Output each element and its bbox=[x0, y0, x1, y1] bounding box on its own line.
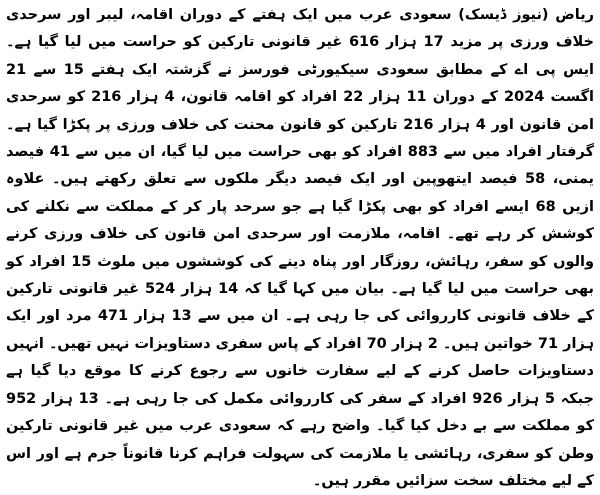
article-body: ریاض (نیوز ڈیسک) سعودی عرب میں ایک ہفتے کے دوران اقامہ، لیبر اور سرحدی خلاف ورزی پر مزید 17 ہزار 616 غیر قانونی تارکین کو حراست میں لیا گیا ہے۔ ایس پی اے کے مطابق سعودی سیکیورٹی فورسز نے گزشتہ ایک ہفتے 15 سے 21 اگست 2024 کے دوران 11 ہزار 22 افراد کو اقامہ قانون، 4 ہزار 216 کو سرحدی امن قانون اور 4 ہزار 216 تارکین کو قانون محنت کی خلاف ورزی پر پکڑا گیا ہے۔ گرفتار افراد میں سے 883 افراد کو بھی حراست میں لیا گیا، ان میں سے 41 فیصد یمنی، 58 فیصد ایتھوپین اور ایک فیصد دیگر ملکوں سے تعلق رکھتے ہیں۔ علاوہ ازیں 68 ایسے افراد کو بھی پکڑا گیا ہے جو سرحد پار کر کے مملکت سے نکلنے کی کوشش کر رہے تھے۔ اقامہ، ملازمت اور سرحدی امن قانون کی خلاف ورزی کرنے والوں کو سفر، رہائش، روزگار اور پناہ دینے کی کوششوں میں ملوث 15 افراد کو بھی حراست میں لیا گیا ہے۔ بیان میں کہا گیا کہ 14 ہزار 524 غیر قانونی تارکین کے خلاف قانونی کارروائی کی جا رہی ہے۔ ان میں سے 13 ہزار 471 مرد اور ایک ہزار 71 خواتین ہیں۔ 2 ہزار 70 افراد کے پاس سفری دستاویزات نہیں تھیں۔ انہیں دستاویزات حاصل کرنے کے لیے سفارت خانوں سے رجوع کرنے کا موقع دیا گیا ہے جبکہ 5 ہزار 926 افراد کے سفر کی کارروائی مکمل کی جا رہی ہے۔ 13 ہزار 952 کو مملکت سے بے دخل کیا گیا۔ واضح رہے کہ سعودی عرب میں غیر قانونی تارکین وطن کو سفری، رہائشی یا ملازمت کی سہولت فراہم کرنا قانوناً جرم ہے اور اس کے لیے مختلف سخت سزائیں مقرر ہیں۔ bbox=[6, 7, 595, 489]
